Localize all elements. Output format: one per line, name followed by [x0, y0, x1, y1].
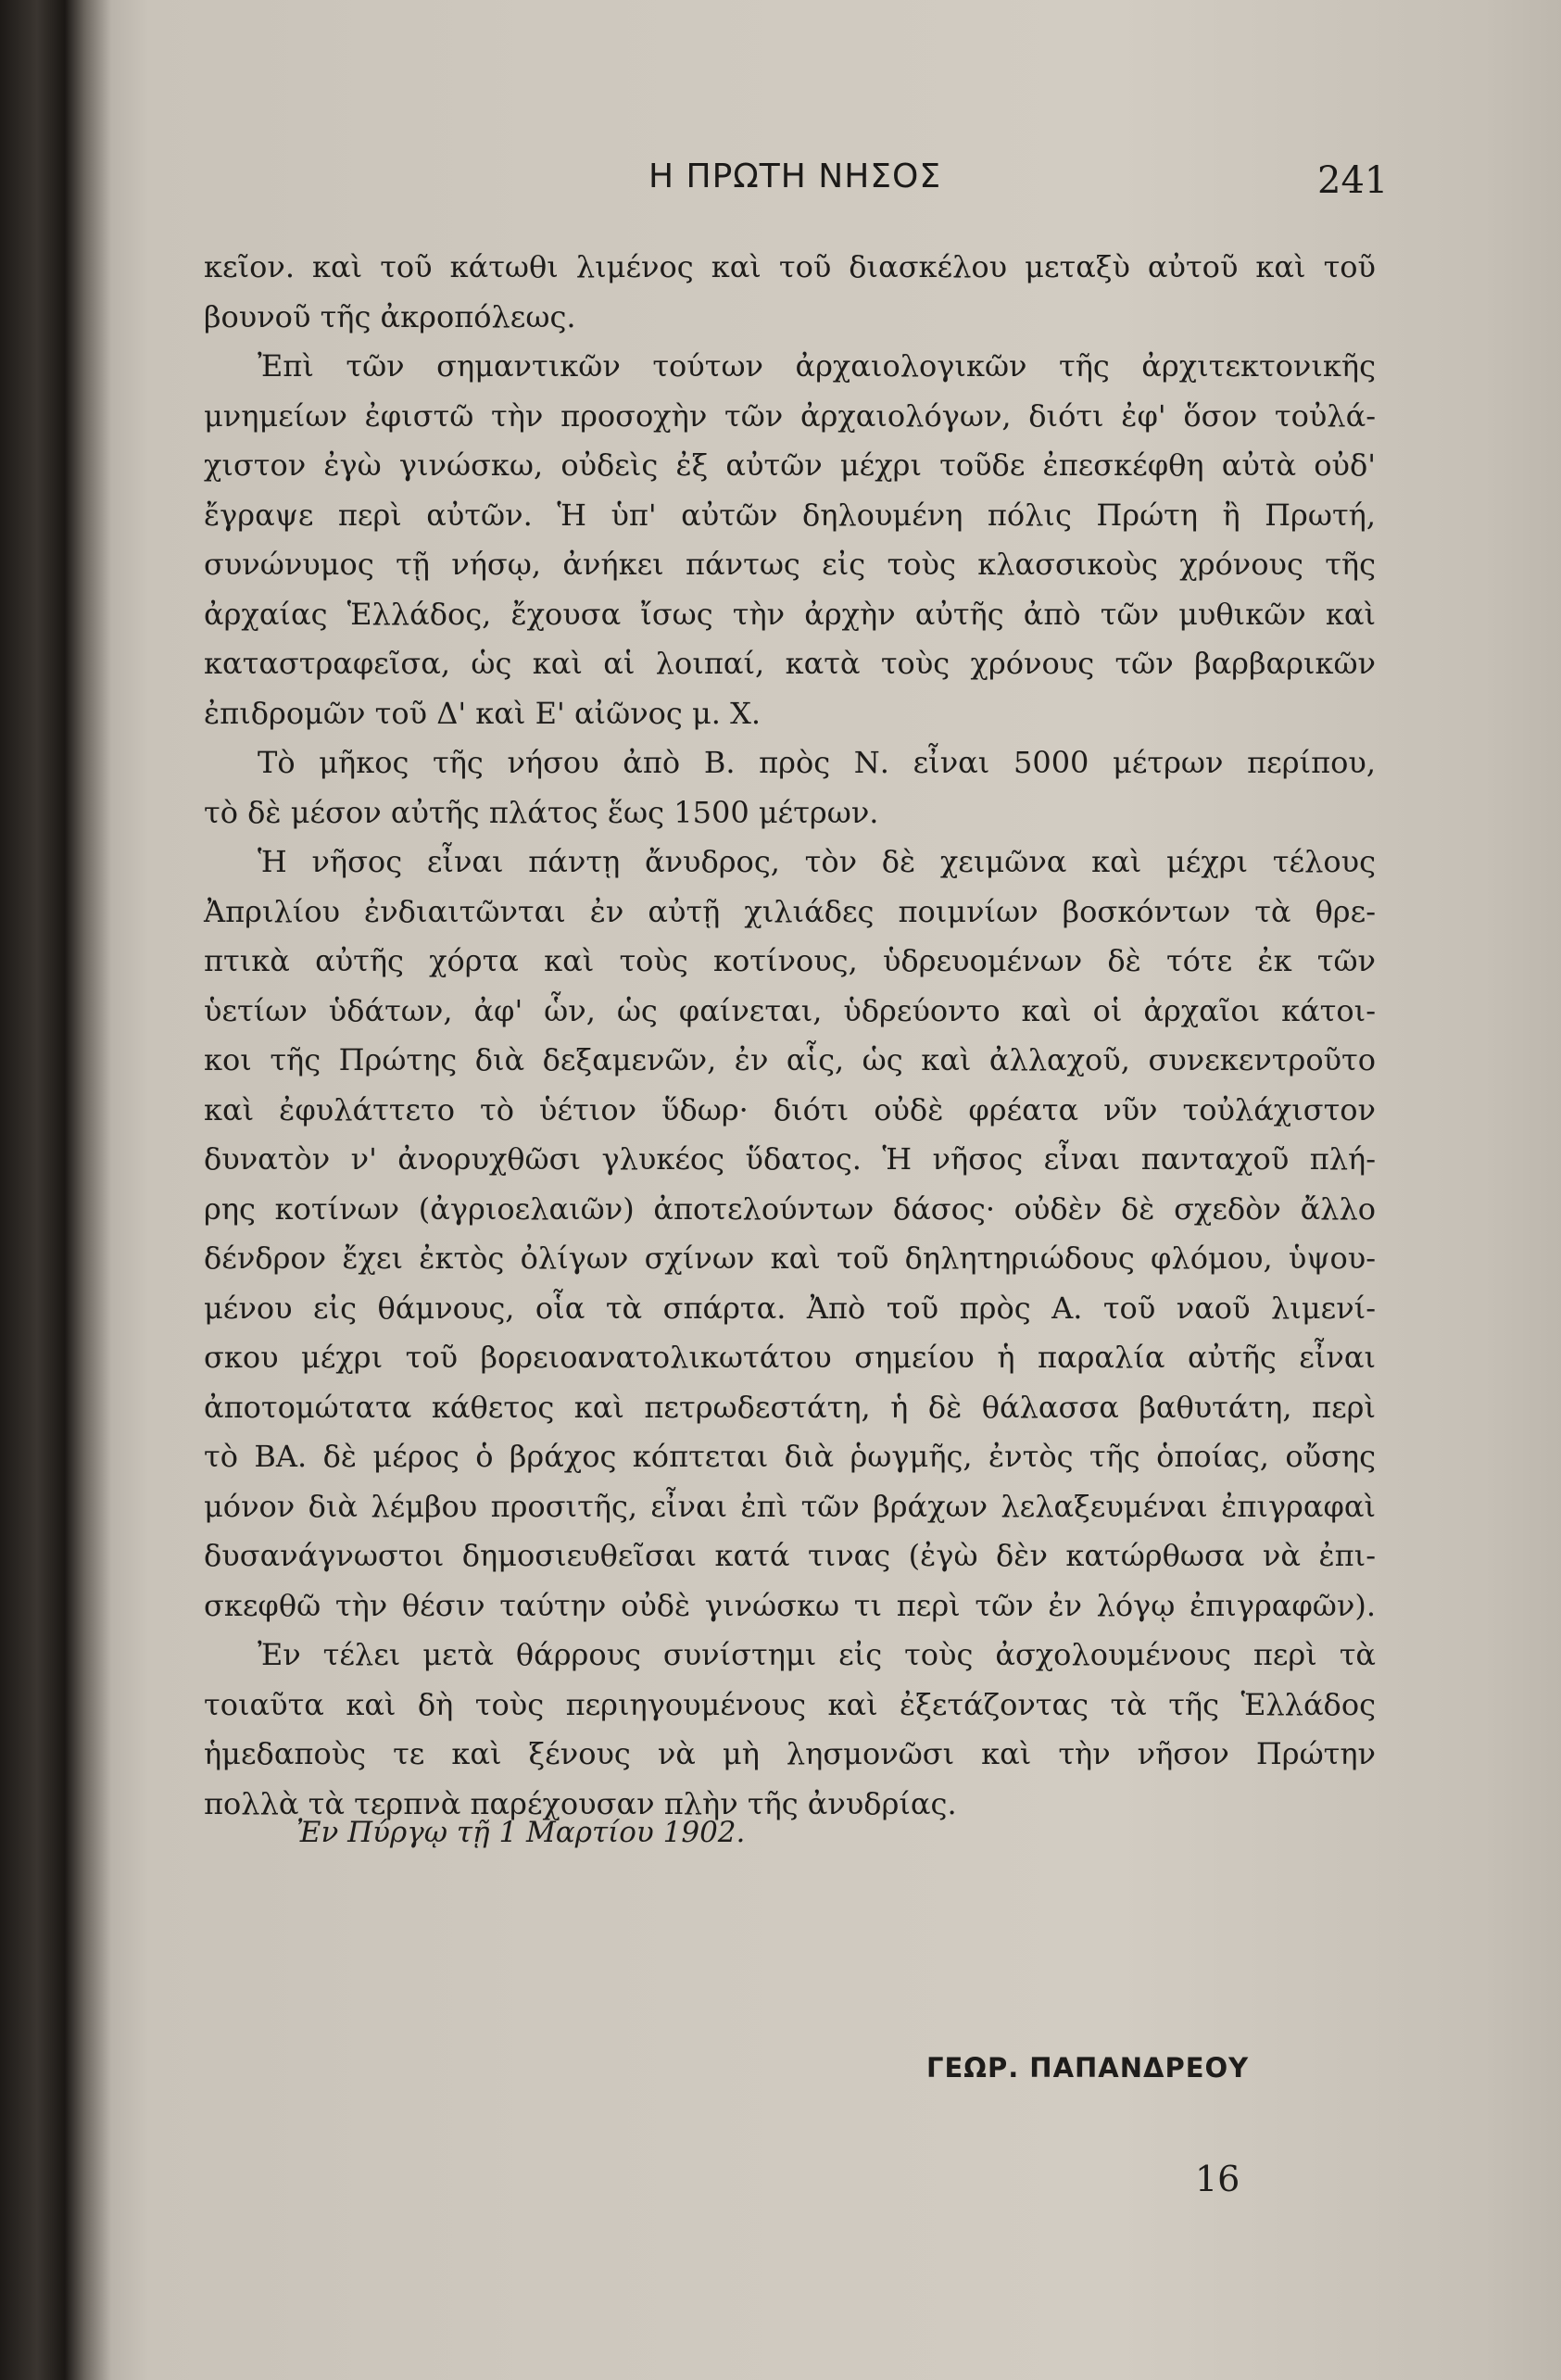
text-line: κοι τῆς Πρώτης διὰ δεξαμενῶν, ἐν αἷς, ὡς καὶ ἀλλαχοῦ, συνεκεντροῦτο [204, 1042, 1376, 1077]
text-line: μόνον διὰ λέμβου προσιτῆς, εἶναι ἐπὶ τῶν βράχων λελαξευμέναι ἐπιγραφαὶ [204, 1488, 1376, 1524]
text-line: ἐπιδρομῶν τοῦ Δ' καὶ Ε' αἰῶνος μ. Χ. [204, 695, 762, 731]
text-line: μένου εἰς θάμνους, οἷα τὰ σπάρτα. Ἀπὸ τοῦ πρὸς Α. τοῦ ναοῦ λιμενί- [204, 1290, 1376, 1326]
text-line: βουνοῦ τῆς ἀκροπόλεως. [204, 298, 576, 334]
text-line: Ἐπὶ τῶν σημαντικῶν τούτων ἀρχαιολογικῶν τῆς ἀρχιτεκτονικῆς [258, 348, 1376, 384]
text-line: κεῖον. καὶ τοῦ κάτωθι λιμένος καὶ τοῦ διασκέλου μεταξὺ αὐτοῦ καὶ τοῦ [204, 249, 1376, 284]
page-number: 241 [1317, 159, 1389, 202]
text-line: σκου μέχρι τοῦ βορειοανατολικωτάτου σημείου ἡ παραλία αὐτῆς εἶναι [204, 1340, 1376, 1375]
text-line: δυνατὸν ν' ἀνορυχθῶσι γλυκέος ὕδατος. Ἡ νῆσος εἶναι πανταχοῦ πλή- [204, 1141, 1376, 1177]
body-text [204, 243, 1376, 1829]
text-line: ρης κοτίνων (ἀγριοελαιῶν) ἀποτελούντων δάσος· οὐδὲν δὲ σχεδὸν ἄλλο [204, 1190, 1376, 1227]
text-line: πολλὰ τὰ τερπνὰ παρέχουσαν πλὴν τῆς ἀνυδρίας. [204, 1785, 957, 1821]
text-line: Ἀπριλίου ἐνδιαιτῶνται ἐν αὐτῇ χιλιάδες ποιμνίων βοσκόντων τὰ θρε- [204, 893, 1376, 929]
text-line: σκεφθῶ τὴν θέσιν ταύτην οὐδὲ γινώσκω τι περὶ τῶν ἐν λόγῳ ἐπιγραφῶν). [204, 1587, 1376, 1623]
text-line: δυσανάγνωστοι δημοσιευθεῖσαι κατά τινας (ἐγὼ δὲν κατώρθωσα νὰ ἐπι- [204, 1538, 1376, 1573]
text-line: πτικὰ αὐτῆς χόρτα καὶ τοὺς κοτίνους, ὑδρευομένων δὲ τότε ἐκ τῶν [204, 943, 1376, 978]
text-line: ἀρχαίας Ἑλλάδος, ἔχουσα ἴσως τὴν ἀρχὴν αὐτῆς ἀπὸ τῶν μυθικῶν καὶ [204, 596, 1376, 632]
text-line: Ἐν τέλει μετὰ θάρρους συνίστημι εἰς τοὺς ἀσχολουμένους περὶ τὰ [258, 1637, 1376, 1672]
text-line: μνημείων ἐφιστῶ τὴν προσοχὴν τῶν ἀρχαιολόγων, διότι ἐφ' ὅσον τοὐλά- [204, 397, 1376, 434]
book-page [139, 0, 1561, 2380]
running-title: Η ΠΡΩΤΗ ΝΗΣΟΣ [648, 157, 942, 195]
text-line: τὸ δὲ μέσον αὐτῆς πλάτος ἕως 1500 μέτρων. [204, 794, 879, 830]
text-line: ὑετίων ὑδάτων, ἀφ' ὧν, ὡς φαίνεται, ὑδρεύοντο καὶ οἱ ἀρχαῖοι κάτοι- [204, 992, 1376, 1028]
text-line: τοιαῦτα καὶ δὴ τοὺς περιηγουμένους καὶ ἐξετάζοντας τὰ τῆς Ἑλλάδος [204, 1686, 1376, 1722]
text-line: συνώνυμος τῇ νήσῳ, ἀνήκει πάντως εἰς τοὺς κλασσικοὺς χρόνους τῆς [204, 547, 1376, 582]
page-header [139, 157, 1436, 213]
text-line: δένδρον ἔχει ἐκτὸς ὀλίγων σχίνων καὶ τοῦ δηλητηριώδους φλόμου, ὑψου- [204, 1240, 1376, 1276]
text-line: Ἡ νῆσος εἶναι πάντῃ ἄνυδρος, τὸν δὲ χειμῶνα καὶ μέχρι τέλους [258, 844, 1376, 879]
text-line: καταστραφεῖσα, ὡς καὶ αἱ λοιπαί, κατὰ τοὺς χρόνους τῶν βαρβαρικῶν [204, 646, 1376, 681]
dateline: Ἐν Πύργῳ τῇ 1 Μαρτίου 1902. [296, 1816, 746, 1849]
author-signature: ΓΕΩΡ. ΠΑΠΑΝΔΡΕΟΥ [926, 2052, 1250, 2084]
text-line: ἔγραψε περὶ αὐτῶν. Ἡ ὑπ' αὐτῶν δηλουμένη πόλις Πρώτη ἢ Πρωτή, [204, 497, 1376, 533]
signature-mark: 16 [1195, 2159, 1240, 2199]
text-line: χιστον ἐγὼ γινώσκω, οὐδεὶς ἐξ αὐτῶν μέχρι τοῦδε ἐπεσκέφθη αὐτὰ οὐδ' [204, 447, 1376, 483]
text-line: Τὸ μῆκος τῆς νήσου ἀπὸ Β. πρὸς Ν. εἶναι 5000 μέτρων περίπου, [258, 745, 1376, 780]
text-line: ἀποτομώτατα κάθετος καὶ πετρωδεστάτη, ἡ δὲ θάλασσα βαθυτάτη, περὶ [204, 1389, 1376, 1425]
text-line: καὶ ἐφυλάττετο τὸ ὑέτιον ὕδωρ· διότι οὐδὲ φρέατα νῦν τοὐλάχιστον [204, 1091, 1376, 1127]
text-line: ἡμεδαποὺς τε καὶ ξένους νὰ μὴ λησμονῶσι καὶ τὴν νῆσον Πρώτην [204, 1736, 1376, 1771]
text-line: τὸ ΒΑ. δὲ μέρος ὁ βράχος κόπτεται διὰ ῥωγμῆς, ἐντὸς τῆς ὁποίας, οὔσης [204, 1439, 1376, 1474]
